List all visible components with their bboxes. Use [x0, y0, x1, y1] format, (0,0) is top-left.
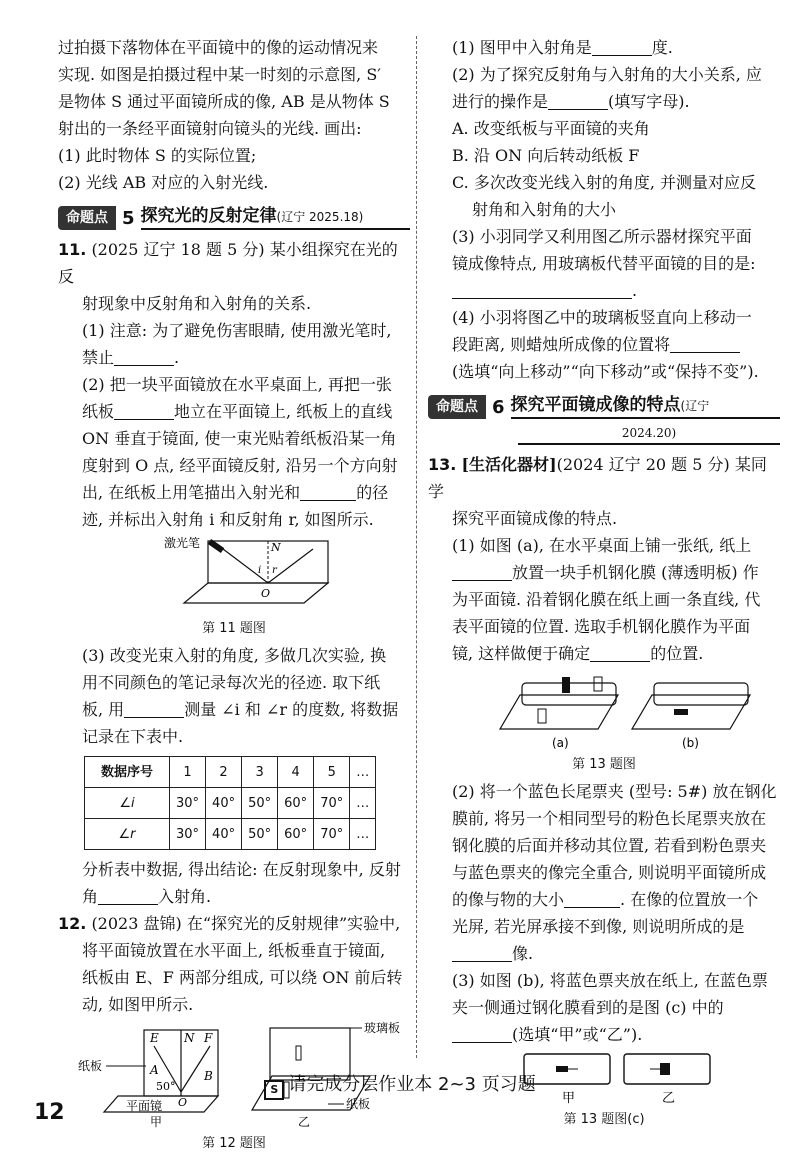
- fig-label-mirror: 平面镜: [126, 1099, 163, 1113]
- answer-blank[interactable]: [590, 643, 650, 662]
- figure-11-drawing: [58, 533, 410, 615]
- figure-caption: 第 12 题图: [202, 1136, 266, 1151]
- text-line: (2) 为了探究反射角与入射角的大小关系, 应: [452, 65, 762, 84]
- section-title: 探究光的反射定律(辽宁 2025.18): [141, 205, 410, 230]
- table-cell: …: [350, 819, 376, 850]
- answer-blank[interactable]: [670, 334, 740, 353]
- table-cell: 50°: [242, 788, 278, 819]
- fig-label-paperboard-2: 纸板: [346, 1097, 371, 1111]
- table-cell: 60°: [278, 788, 314, 819]
- text-line: 度射到 O 点, 经平面镜反射, 沿另一个方向射: [82, 456, 398, 475]
- text-line: 迹, 并标出入射角 i 和反射角 r, 如图所示.: [82, 510, 374, 529]
- table-cell: 60°: [278, 819, 314, 850]
- figure-13ab: [428, 667, 780, 751]
- text-line: 是物体 S 通过平面镜所成的像, AB 是从物体 S: [58, 92, 390, 111]
- text-line: 为平面镜. 沿着钢化膜在纸上画一条直线, 代: [452, 590, 761, 609]
- table-cell: …: [350, 788, 376, 819]
- answer-blank[interactable]: [592, 37, 652, 56]
- option-b: B. 沿 ON 向后转动纸板 F: [452, 146, 640, 165]
- right-column: [428, 34, 780, 1133]
- section-header-5: [58, 202, 410, 230]
- section-header-6: [428, 391, 780, 419]
- answer-blank[interactable]: [452, 562, 512, 581]
- fig-label-jia: 甲: [150, 1115, 163, 1129]
- text-line: 射出的一条经平面镜射向镜头的光线. 画出:: [58, 119, 362, 138]
- column-divider: [416, 36, 417, 1058]
- table-row: [85, 757, 376, 788]
- fig-label-N: N: [184, 1031, 195, 1045]
- text-line: 钢化膜的后面并移动其位置, 若看到粉色票夹: [452, 836, 767, 855]
- table-cell: 30°: [170, 819, 206, 850]
- table-cell: ∠r: [85, 819, 170, 850]
- fig-label-yi: 乙: [662, 1091, 676, 1106]
- text-line: 禁止 .: [82, 348, 180, 367]
- table-row: [85, 788, 376, 819]
- text-line: (4) 小羽将图乙中的玻璃板竖直向上移动一: [452, 308, 752, 327]
- answer-blank[interactable]: [452, 943, 512, 962]
- answer-blank[interactable]: [124, 699, 184, 718]
- text-line: (选填“甲”或“乙”).: [428, 1021, 780, 1048]
- text-line: 角 入射角.: [82, 887, 212, 906]
- text-line: (2) 将一个蓝色长尾票夹 (型号: 5#) 放在钢化: [452, 782, 777, 801]
- text-line: (1) 如图 (a), 在水平桌面上铺一张纸, 纸上: [452, 536, 752, 555]
- text-line: 像.: [428, 940, 780, 967]
- page-number: 12: [34, 1100, 65, 1125]
- text-line: 过拍摄下落物体在平面镜中的像的运动情况来: [58, 38, 379, 57]
- section-ref: 2024.20): [518, 423, 780, 445]
- text-line: 射现象中反射角和入射角的关系.: [82, 294, 312, 313]
- fig-label-jia: 甲: [562, 1091, 576, 1106]
- section-badge: 命题点: [428, 395, 486, 419]
- table-cell: 70°: [314, 819, 350, 850]
- table-cell: ∠i: [85, 788, 170, 819]
- text-line: 光屏, 若光屏承接不到像, 则说明所成的是: [452, 917, 745, 936]
- table-cell: 1: [170, 757, 206, 788]
- footer-text: 请完成分层作业本 2~3 页习题: [288, 1074, 536, 1095]
- fig-label-r: r: [272, 565, 277, 576]
- fig-label-glass: 玻璃板: [364, 1021, 401, 1035]
- section-title: 探究平面镜成像的特点(辽宁: [511, 394, 780, 419]
- text-line: ON 垂直于镜面, 使一束光贴着纸板沿某一角: [82, 429, 397, 448]
- text-line: 与蓝色票夹的像完全重合, 则说明平面镜所成: [452, 863, 767, 882]
- fig-label-b: (b): [682, 736, 699, 750]
- text-line: 记录在下表中.: [82, 727, 184, 746]
- text-line: 夹一侧通过钢化膜看到的是图 (c) 中的: [452, 998, 724, 1017]
- text-line: 实现. 如图是拍摄过程中某一时刻的示意图, S′: [58, 65, 381, 84]
- text-line: 进行的操作是 (填写字母).: [452, 92, 690, 111]
- data-table: [84, 756, 376, 850]
- table-cell: 30°: [170, 788, 206, 819]
- table-cell: 3: [242, 757, 278, 788]
- fig-label-A: A: [150, 1063, 159, 1077]
- fig-label-laser: 激光笔: [164, 536, 201, 550]
- answer-blank[interactable]: [98, 886, 158, 905]
- answer-blank[interactable]: [564, 889, 620, 908]
- option-a: A. 改变纸板与平面镜的夹角: [452, 119, 650, 138]
- text-line: (3) 改变光束入射的角度, 多做几次实验, 换: [82, 646, 387, 665]
- answer-blank[interactable]: [452, 1024, 512, 1043]
- text-line: 分析表中数据, 得出结论: 在反射现象中, 反射: [82, 860, 401, 879]
- answer-blank[interactable]: [452, 280, 632, 299]
- fig-label-N: N: [271, 541, 281, 554]
- answer-blank[interactable]: [300, 482, 356, 501]
- fig-label-yi: 乙: [298, 1115, 311, 1129]
- text-line: (2) 把一块平面镜放在水平桌面上, 再把一张: [82, 375, 392, 394]
- text-line: .: [428, 277, 780, 304]
- q12-intro: 12. (2023 盘锦) 在“探究光的反射规律”实验中,: [58, 914, 401, 933]
- answer-blank[interactable]: [114, 401, 174, 420]
- text-line: 的像与物的大小 . 在像的位置放一个: [452, 890, 759, 909]
- text-line: 纸板 地立在平面镜上, 纸板上的直线: [82, 402, 393, 421]
- text-line: 动, 如图甲所示.: [82, 995, 194, 1014]
- text-line: 将平面镜放置在水平面上, 纸板垂直于镜面,: [82, 941, 386, 960]
- answer-blank[interactable]: [548, 91, 608, 110]
- figure-11: [58, 533, 410, 615]
- fig-label-B: B: [204, 1069, 213, 1083]
- table-cell: 2: [206, 757, 242, 788]
- text-line: 膜前, 将另一个相同型号的粉色长尾票夹放在: [452, 809, 767, 828]
- table-cell: 数据序号: [85, 757, 170, 788]
- fig-label-E: E: [150, 1031, 159, 1045]
- footer-note: [0, 1070, 800, 1100]
- text-line: 纸板由 E、F 两部分组成, 可以绕 ON 前后转: [82, 968, 403, 987]
- fig-label-angle: 50°: [156, 1080, 176, 1093]
- fig-label-i: i: [258, 565, 262, 576]
- table-cell: 40°: [206, 819, 242, 850]
- text-line: 探究平面镜成像的特点.: [452, 509, 618, 528]
- fig-label-a: (a): [552, 736, 569, 750]
- text-line: (3) 小羽同学又利用图乙所示器材探究平面: [452, 227, 752, 246]
- text-line: 射角和入射角的大小: [472, 200, 617, 219]
- text-line: 镜成像特点, 用玻璃板代替平面镜的目的是:: [452, 254, 756, 273]
- text-line: 段距离, 则蜡烛所成像的位置将: [428, 331, 780, 358]
- text-line: (3) 如图 (b), 将蓝色票夹放在纸上, 在蓝色票: [452, 971, 768, 990]
- figure-caption: 第 13 题图(c): [563, 1112, 645, 1127]
- fig-label-O: O: [261, 587, 271, 600]
- q11-intro: 11. (2025 辽宁 18 题 5 分) 某小组探究在光的反: [58, 240, 398, 286]
- text-line: (选填“向上移动”“向下移动”或“保持不变”).: [452, 362, 759, 381]
- left-column: [58, 34, 410, 1157]
- fig-label-paperboard: 纸板: [78, 1059, 103, 1073]
- figure-caption: 第 11 题图: [202, 621, 266, 636]
- answer-blank[interactable]: [114, 347, 174, 366]
- text-line: 放置一块手机钢化膜 (薄透明板) 作: [428, 559, 780, 586]
- table-row: [85, 819, 376, 850]
- fig-label-F: F: [204, 1031, 213, 1045]
- table-cell: 50°: [242, 819, 278, 850]
- text-line: 表平面镜的位置. 选取手机钢化膜作为平面: [452, 617, 751, 636]
- q13-intro: 13. [生活化器材](2024 辽宁 20 题 5 分) 某同学: [428, 455, 767, 501]
- section-number: 6: [492, 397, 505, 418]
- table-cell: 40°: [206, 788, 242, 819]
- text-line: 出, 在纸板上用笔描出入射光和 的径: [82, 483, 389, 502]
- text-line: 用不同颜色的笔记录每次光的径迹. 取下纸: [82, 673, 381, 692]
- text-line: (2) 光线 AB 对应的入射光线.: [58, 173, 269, 192]
- section-number: 5: [122, 208, 135, 229]
- text-line: 板, 用 测量 ∠i 和 ∠r 的度数, 将数据: [82, 700, 399, 719]
- table-cell: …: [350, 757, 376, 788]
- section-badge: 命题点: [58, 206, 116, 230]
- table-cell: 70°: [314, 788, 350, 819]
- workbook-icon: S: [264, 1080, 284, 1100]
- table-cell: 5: [314, 757, 350, 788]
- text-line: 镜, 这样做便于确定 的位置.: [452, 644, 704, 663]
- text-line: (1) 注意: 为了避免伤害眼睛, 使用激光笔时,: [82, 321, 392, 340]
- figure-13ab-drawing: [428, 667, 780, 751]
- text-line: (1) 此时物体 S 的实际位置;: [58, 146, 257, 165]
- table-cell: 4: [278, 757, 314, 788]
- text-line: (1) 图甲中入射角是 度.: [452, 38, 673, 57]
- fig-label-O: O: [178, 1096, 188, 1109]
- figure-caption: 第 13 题图: [572, 757, 636, 772]
- option-c: C. 多次改变光线入射的角度, 并测量对应反: [452, 173, 757, 192]
